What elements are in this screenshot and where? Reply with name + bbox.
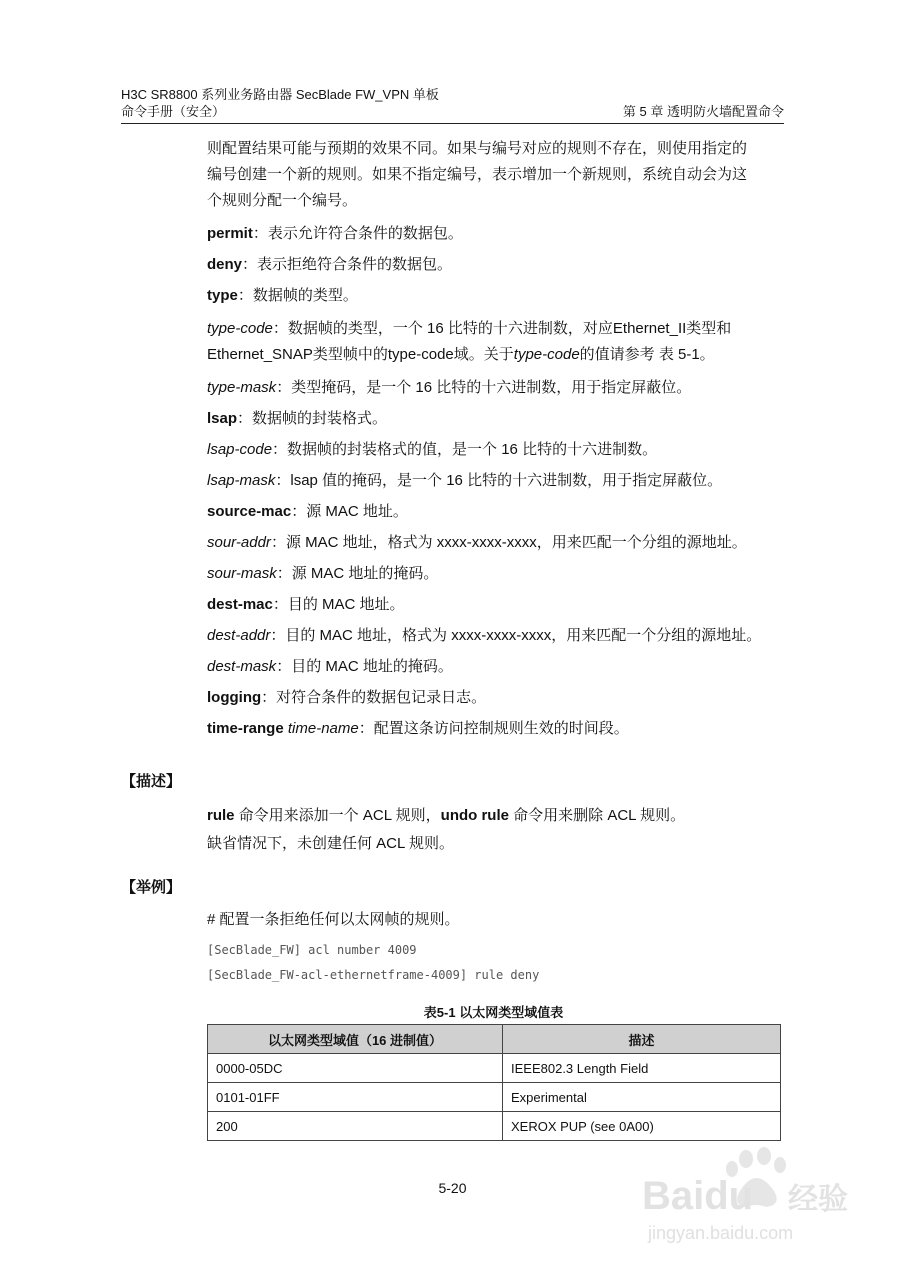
param-type-code: type-code：数据帧的类型，一个 16 比特的十六进制数，对应Ethernet_II类型和 Ethernet_SNAP类型帧中的type-code域。关于type-code的值请参考 表 5-1。 — [207, 320, 732, 363]
param-sour-mask: sour-mask：源 MAC 地址的掩码。 — [207, 565, 439, 582]
table-cell: IEEE802.3 Length Field — [503, 1054, 781, 1083]
header-manual-name: 命令手册（安全） — [121, 104, 226, 119]
param-sour-addr: sour-addr：源 MAC 地址，格式为 xxxx-xxxx-xxxx，用来匹配一个分组的源地址。 — [207, 534, 747, 551]
baidu-watermark — [640, 1145, 850, 1255]
table-header-value: 以太网类型域值（16 进制值） — [208, 1025, 503, 1054]
watermark-cn: 经验 — [788, 1182, 848, 1217]
watermark-brand: Baidu — [642, 1174, 754, 1218]
description-line-1: rule 命令用来添加一个 ACL 规则，undo rule 命令用来删除 ACL 规则。 — [207, 807, 686, 824]
param-dest-mask: dest-mask：目的 MAC 地址的掩码。 — [207, 658, 453, 675]
example-comment: # 配置一条拒绝任何以太网帧的规则。 — [207, 911, 460, 928]
page-header — [121, 86, 784, 120]
param-type: type：数据帧的类型。 — [207, 287, 358, 304]
table-row — [208, 1054, 781, 1083]
header-chapter: 第 5 章 透明防火墙配置命令 — [622, 104, 784, 119]
table-cell: XEROX PUP (see 0A00) — [503, 1112, 781, 1141]
table-caption: 表5-1 以太网类型域值表 — [423, 1005, 564, 1020]
header-divider — [121, 123, 784, 124]
param-deny: deny：表示拒绝符合条件的数据包。 — [207, 256, 453, 273]
param-source-mac: source-mac：源 MAC 地址。 — [207, 503, 408, 520]
table-header-description: 描述 — [503, 1025, 781, 1054]
description-heading: 【描述】 — [121, 773, 182, 790]
example-body — [207, 908, 790, 988]
header-title: H3C SR8800 系列业务路由器 SecBlade FW_VPN 单板 — [121, 87, 439, 102]
code-line-1: [SecBlade_FW] acl number 4009 — [207, 943, 417, 957]
param-permit: permit：表示允许符合条件的数据包。 — [207, 225, 463, 242]
table-cell: 0101-01FF — [208, 1083, 503, 1112]
intro-line-2: 编号创建一个新的规则。如果不指定编号，表示增加一个新规则，系统自动会为这 — [207, 166, 748, 183]
code-line-2: [SecBlade_FW-acl-ethernetframe-4009] rule deny — [207, 968, 540, 982]
table-row — [208, 1083, 781, 1112]
table-cell: 0000-05DC — [208, 1054, 503, 1083]
description-line-2: 缺省情况下，未创建任何 ACL 规则。 — [207, 835, 454, 852]
param-time-range: time-range time-name：配置这条访问控制规则生效的时间段。 — [207, 720, 629, 737]
param-lsap-mask: lsap-mask：lsap 值的掩码，是一个 16 比特的十六进制数，用于指定屏蔽位。 — [207, 472, 723, 489]
ethernet-type-table — [207, 1024, 781, 1141]
param-logging: logging：对符合条件的数据包记录日志。 — [207, 689, 487, 706]
table-header-row — [208, 1025, 781, 1054]
table-row — [208, 1112, 781, 1141]
table-cell: 200 — [208, 1112, 503, 1141]
example-heading: 【举例】 — [121, 879, 182, 896]
param-lsap-code: lsap-code：数据帧的封装格式的值，是一个 16 比特的十六进制数。 — [207, 441, 658, 458]
param-dest-mac: dest-mac：目的 MAC 地址。 — [207, 596, 405, 613]
watermark-url: jingyan.baidu.com — [648, 1223, 794, 1243]
param-lsap: lsap：数据帧的封装格式。 — [207, 410, 388, 427]
param-dest-addr: dest-addr：目的 MAC 地址，格式为 xxxx-xxxx-xxxx，用来匹配一个分组的源地址。 — [207, 627, 762, 644]
description-body — [207, 802, 790, 858]
intro-line-3: 个规则分配一个编号。 — [207, 192, 358, 209]
page-number: 5-20 — [438, 1180, 467, 1196]
table-cell: Experimental — [503, 1083, 781, 1112]
baidu-paw-icon — [640, 1145, 850, 1255]
intro-line-1: 则配置结果可能与预期的效果不同。如果与编号对应的规则不存在，则使用指定的 — [207, 140, 748, 157]
param-type-mask: type-mask：类型掩码，是一个 16 比特的十六进制数，用于指定屏蔽位。 — [207, 379, 692, 396]
parameter-section — [207, 136, 790, 749]
